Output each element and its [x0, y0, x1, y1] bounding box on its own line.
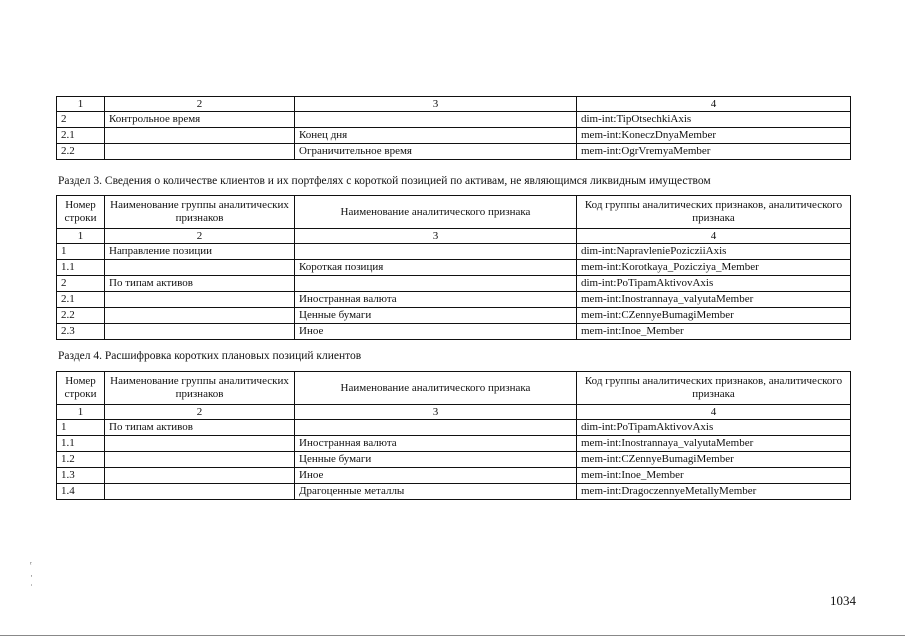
- section-4-caption: Раздел 4. Расшифровка коротких плановых позиций клиентов: [58, 350, 362, 362]
- code: dim-int:TipOtsechkiAxis: [577, 112, 851, 128]
- table-row: [57, 468, 851, 484]
- column-number: 3: [295, 405, 577, 420]
- table-row: [57, 420, 851, 436]
- code: mem-int:KoneczDnyaMember: [577, 128, 851, 144]
- group-name: [105, 436, 295, 452]
- attribute-name: Драгоценные металлы: [295, 484, 577, 500]
- attribute-name: [295, 276, 577, 292]
- row-number: 1: [57, 244, 105, 260]
- row-number: 2.3: [57, 324, 105, 340]
- header-cell: 1: [57, 97, 105, 112]
- code: dim-int:NapravleniePozicziiAxis: [577, 244, 851, 260]
- row-number: 1.4: [57, 484, 105, 500]
- column-number-row: [57, 229, 851, 244]
- row-number: 2.2: [57, 144, 105, 160]
- code: mem-int:CZennyeBumagiMember: [577, 308, 851, 324]
- code: mem-int:OgrVremyaMember: [577, 144, 851, 160]
- header-row: [57, 196, 851, 229]
- table-row: [57, 436, 851, 452]
- row-number: 2.1: [57, 128, 105, 144]
- attribute-name: Иностранная валюта: [295, 292, 577, 308]
- row-number: 1.2: [57, 452, 105, 468]
- code: mem-int:Inoe_Member: [577, 324, 851, 340]
- code: mem-int:CZennyeBumagiMember: [577, 452, 851, 468]
- code: mem-int:Inoe_Member: [577, 468, 851, 484]
- attribute-name: Конец дня: [295, 128, 577, 144]
- section-3-caption: Раздел 3. Сведения о количестве клиентов и их портфелях с короткой позицией по активам, не являющимся ликвидным имуществом: [58, 175, 711, 187]
- code: dim-int:PoTipamAktivovAxis: [577, 420, 851, 436]
- bottom-divider: [0, 635, 905, 636]
- group-name: [105, 260, 295, 276]
- group-name: [105, 292, 295, 308]
- table-row: [57, 128, 851, 144]
- table-row: [57, 324, 851, 340]
- table-row: [57, 308, 851, 324]
- header-attribute-name: Наименование аналитического признака: [295, 372, 577, 405]
- attribute-name: Иное: [295, 468, 577, 484]
- code: mem-int:Korotkaya_Pozicziya_Member: [577, 260, 851, 276]
- attribute-name: Ценные бумаги: [295, 452, 577, 468]
- table-section-3: [56, 195, 851, 340]
- column-number: 4: [577, 405, 851, 420]
- column-number: 2: [105, 405, 295, 420]
- group-name: [105, 308, 295, 324]
- attribute-name: [295, 244, 577, 260]
- column-number: 1: [57, 405, 105, 420]
- row-number: 2: [57, 276, 105, 292]
- table-control-time: [56, 96, 851, 160]
- table-row: [57, 452, 851, 468]
- row-number: 1.1: [57, 436, 105, 452]
- header-row: [57, 372, 851, 405]
- header-row-number: Номер строки: [57, 372, 105, 405]
- group-name: Контрольное время: [105, 112, 295, 128]
- header-group-name: Наименование группы аналитических признаков: [105, 372, 295, 405]
- attribute-name: [295, 420, 577, 436]
- row-number: 1: [57, 420, 105, 436]
- header-cell: 2: [105, 97, 295, 112]
- table-row: [57, 276, 851, 292]
- attribute-name: Иностранная валюта: [295, 436, 577, 452]
- header-group-name: Наименование группы аналитических признаков: [105, 196, 295, 229]
- row-number: 2.2: [57, 308, 105, 324]
- group-name: По типам активов: [105, 276, 295, 292]
- column-number: 4: [577, 229, 851, 244]
- group-name: [105, 128, 295, 144]
- table-row: [57, 484, 851, 500]
- code: mem-int:Inostrannaya_valyutaMember: [577, 292, 851, 308]
- table-row: [57, 260, 851, 276]
- row-number: 1.3: [57, 468, 105, 484]
- row-number: 1.1: [57, 260, 105, 276]
- column-number-row: [57, 405, 851, 420]
- group-name: [105, 144, 295, 160]
- code: dim-int:PoTipamAktivovAxis: [577, 276, 851, 292]
- row-number: 2: [57, 112, 105, 128]
- column-number-row: [57, 97, 851, 112]
- row-number: 2.1: [57, 292, 105, 308]
- attribute-name: Короткая позиция: [295, 260, 577, 276]
- scan-artifact: ʳ · ˙: [30, 559, 33, 593]
- group-name: [105, 484, 295, 500]
- header-attribute-name: Наименование аналитического признака: [295, 196, 577, 229]
- table-row: [57, 144, 851, 160]
- code: mem-int:Inostrannaya_valyutaMember: [577, 436, 851, 452]
- header-cell: 4: [577, 97, 851, 112]
- attribute-name: Иное: [295, 324, 577, 340]
- header-code: Код группы аналитических признаков, аналитического признака: [577, 196, 851, 229]
- group-name: [105, 324, 295, 340]
- attribute-name: Ограничительное время: [295, 144, 577, 160]
- group-name: По типам активов: [105, 420, 295, 436]
- table-section-4: [56, 371, 851, 500]
- header-row-number: Номер строки: [57, 196, 105, 229]
- column-number: 2: [105, 229, 295, 244]
- group-name: [105, 452, 295, 468]
- table-row: [57, 292, 851, 308]
- group-name: [105, 468, 295, 484]
- header-code: Код группы аналитических признаков, аналитического признака: [577, 372, 851, 405]
- attribute-name: [295, 112, 577, 128]
- header-cell: 3: [295, 97, 577, 112]
- table-row: [57, 112, 851, 128]
- code: mem-int:DragoczennyeMetallyMember: [577, 484, 851, 500]
- page-number: 1034: [830, 593, 856, 608]
- column-number: 3: [295, 229, 577, 244]
- group-name: Направление позиции: [105, 244, 295, 260]
- column-number: 1: [57, 229, 105, 244]
- table-row: [57, 244, 851, 260]
- attribute-name: Ценные бумаги: [295, 308, 577, 324]
